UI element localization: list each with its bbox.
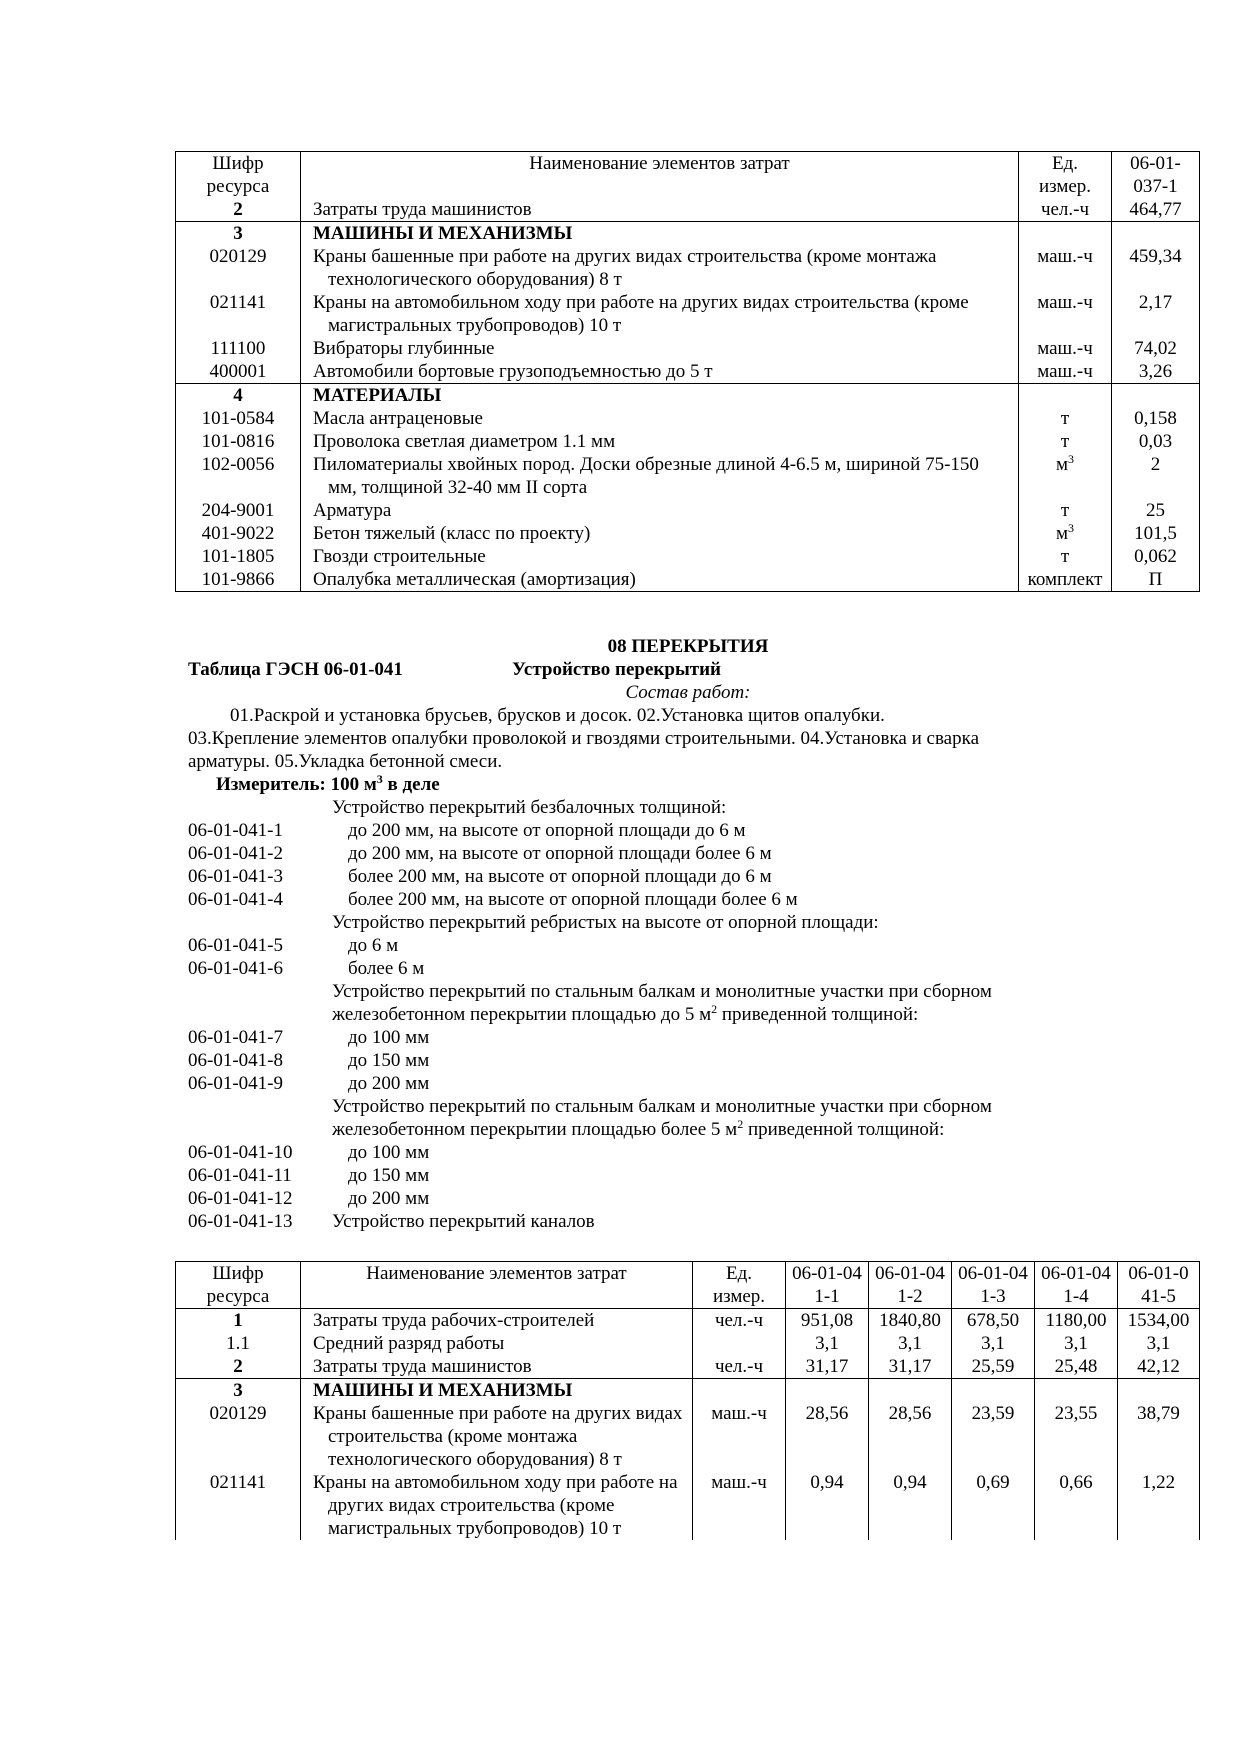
row-name: Краны на автомобильном ходу при работе на других видах строительства (кроме магистральных трубопроводов) 10 т [313, 1472, 678, 1539]
table-row [176, 291, 1200, 337]
section-code: 3 [176, 1379, 301, 1403]
list-item: 06-01-041-13 Устройство перекрытий каналов [188, 1211, 595, 1232]
list-item: 06-01-041-8 до 150 мм [188, 1050, 430, 1071]
row-code: 1 [176, 1309, 301, 1333]
row-code: 101-0816 [176, 430, 301, 453]
row-name: Проволока светлая диаметром 1.1 мм [301, 430, 1019, 453]
row-value: 23,59 [952, 1402, 1035, 1471]
row-code: 101-1805 [176, 545, 301, 568]
work-title: Состав работ: [625, 682, 751, 703]
section-row-machines [176, 1379, 1200, 1403]
table-row [176, 1402, 1200, 1471]
section-title: МАШИНЫ И МЕХАНИЗМЫ [301, 222, 1019, 246]
section-title: МАТЕРИАЛЫ [301, 384, 1019, 408]
row-value: 25,59 [952, 1355, 1035, 1379]
row-value: 42,12 [1118, 1355, 1200, 1379]
row-code: 020129 [176, 1402, 301, 1471]
row-value: 0,94 [786, 1471, 869, 1540]
table-row [176, 198, 1200, 222]
table-title: Устройство перекрытий [512, 659, 722, 680]
row-value: 38,79 [1118, 1402, 1200, 1471]
row-value: 31,17 [869, 1355, 952, 1379]
row-name: Вибраторы глубинные [301, 337, 1019, 360]
work-line: 01.Раскрой и установка брусьев, брусков и досок. 02.Установка щитов опалубки. [230, 705, 885, 726]
row-unit: т [1019, 545, 1112, 568]
row-value: 951,08 [786, 1309, 869, 1333]
row-name: Пиломатериалы хвойных пород. Доски обрезные длиной 4-6.5 м, шириной 75-150 мм, толщиной 32-40 мм II сорта [313, 454, 979, 498]
header-col: 06-01-041-4 [1035, 1262, 1118, 1309]
row-value: 3,1 [1035, 1332, 1118, 1355]
row-name: Средний разряд работы [301, 1332, 693, 1355]
work-line: 03.Крепление элементов опалубки проволокой и гвоздями строительными. 04.Установка и сварка [188, 728, 979, 749]
list-item: 06-01-041-3 более 200 мм, на высоте от опорной площади до 6 м [188, 866, 772, 887]
row-unit: т [1019, 430, 1112, 453]
section-title: МАШИНЫ И МЕХАНИЗМЫ [301, 1379, 693, 1403]
row-unit: комплект [1019, 568, 1112, 592]
table-header-row [176, 152, 1200, 199]
row-unit: маш.-ч [693, 1402, 786, 1471]
list-item: 06-01-041-2 до 200 мм, на высоте от опорной площади более 6 м [188, 843, 772, 864]
section-code: 3 [176, 222, 301, 246]
row-value: 3,26 [1112, 360, 1200, 384]
row-value: 0,66 [1035, 1471, 1118, 1540]
row-unit: маш.-ч [1019, 360, 1112, 384]
row-value: 1180,00 [1035, 1309, 1118, 1333]
group-heading: Устройство перекрытий безбалочных толщиной: [332, 797, 727, 818]
header-col: 06-01-041-1 [786, 1262, 869, 1309]
row-unit: т [1019, 407, 1112, 430]
table-label: Таблица ГЭСН 06-01-041 [188, 659, 403, 680]
header-unit: Ед. измер. [1019, 152, 1112, 199]
section-heading: 08 ПЕРЕКРЫТИЯ [607, 636, 769, 657]
row-unit: маш.-ч [1019, 337, 1112, 360]
row-code: 021141 [176, 291, 301, 337]
row-value: 0,94 [869, 1471, 952, 1540]
list-item: 06-01-041-10 до 100 мм [188, 1142, 430, 1163]
list-item: 06-01-041-9 до 200 мм [188, 1073, 430, 1094]
row-code: 400001 [176, 360, 301, 384]
row-code: 2 [176, 1355, 301, 1379]
list-item: 06-01-041-6 более 6 м [188, 958, 425, 979]
list-item: 06-01-041-12 до 200 мм [188, 1188, 430, 1209]
row-value: 31,17 [786, 1355, 869, 1379]
row-value: 25,48 [1035, 1355, 1118, 1379]
list-item: 06-01-041-1 до 200 мм, на высоте от опорной площади до 6 м [188, 820, 746, 841]
row-name: Бетон тяжелый (класс по проекту) [301, 522, 1019, 545]
table-row [176, 1471, 1200, 1540]
row-name: Автомобили бортовые грузоподъемностью до 5 т [301, 360, 1019, 384]
row-code: 204-9001 [176, 499, 301, 522]
row-value: 2 [1112, 453, 1200, 499]
table-row [176, 568, 1200, 592]
row-value: 1,22 [1118, 1471, 1200, 1540]
header-code: Шифр ресурса [176, 152, 301, 199]
row-code: 1.1 [176, 1332, 301, 1355]
meter-value: 100 $м^3$ в деле [330, 772, 440, 795]
list-item: 06-01-041-7 до 100 мм [188, 1027, 430, 1048]
table-row [176, 360, 1200, 384]
row-code: 101-9866 [176, 568, 301, 592]
table-row [176, 337, 1200, 360]
row-name: Затраты труда машинистов [301, 1355, 693, 1379]
table-row [176, 1355, 1200, 1379]
section-row-materials [176, 384, 1200, 408]
row-value: 28,56 [869, 1402, 952, 1471]
row-value: 28,56 [786, 1402, 869, 1471]
row-name: Опалубка металлическая (амортизация) [301, 568, 1019, 592]
row-value: 101,5 [1112, 522, 1200, 545]
table-row [176, 1332, 1200, 1355]
row-name: Краны башенные при работе на других видах строительства (кроме монтажа технологического оборудования) 8 т [313, 246, 937, 290]
row-value: 464,77 [1112, 198, 1200, 222]
table-row [176, 545, 1200, 568]
header-name: Наименование элементов затрат [301, 152, 1019, 199]
row-unit: т [1019, 499, 1112, 522]
work-line: арматуры. 05.Укладка бетонной смеси. [188, 751, 503, 772]
header-unit: Ед. измер. [693, 1262, 786, 1309]
header-code: Шифр ресурса [176, 1262, 301, 1309]
header-col: 06-01-041-2 [869, 1262, 952, 1309]
row-value: П [1112, 568, 1200, 592]
row-code: 111100 [176, 337, 301, 360]
section-code: 4 [176, 384, 301, 408]
list-item: 06-01-041-5 до 6 м [188, 935, 399, 956]
row-code: 2 [176, 198, 301, 222]
row-name: Гвозди строительные [301, 545, 1019, 568]
table-row [176, 453, 1200, 499]
row-unit: $м^3$ [1019, 453, 1112, 499]
row-code: 021141 [176, 1471, 301, 1540]
row-value: 23,55 [1035, 1402, 1118, 1471]
row-value: 3,1 [786, 1332, 869, 1355]
section-row-machines [176, 222, 1200, 246]
header-name: Наименование элементов затрат [301, 1262, 693, 1309]
meter-label: Измеритель: [216, 774, 326, 795]
table-row [176, 522, 1200, 545]
row-value: 3,1 [869, 1332, 952, 1355]
group-heading: Устройство перекрытий по стальным балкам и монолитные участки при сборном железобетонном перекрытии площадью более 5 $м^2$ приведенной толщиной: [332, 1096, 992, 1140]
row-value: 678,50 [952, 1309, 1035, 1333]
row-unit: чел.-ч [693, 1355, 786, 1379]
group-heading: Устройство перекрытий по стальным балкам и монолитные участки при сборном железобетонном перекрытии площадью до 5 $м^2$ приведенной толщиной: [332, 981, 992, 1025]
row-value: 0,69 [952, 1471, 1035, 1540]
row-name: Затраты труда машинистов [301, 198, 1019, 222]
section-block [188, 635, 1188, 1233]
header-col: 06-01-041-5 [1118, 1262, 1200, 1309]
resource-table-06-01-037 [175, 151, 1200, 592]
resource-table-06-01-041 [175, 1261, 1200, 1540]
row-value: 0,062 [1112, 545, 1200, 568]
row-name: Краны башенные при работе на других видах строительства (кроме монтажа технологического оборудования) 8 т [313, 1403, 683, 1470]
meter-line [188, 773, 1188, 796]
table-row [176, 407, 1200, 430]
row-unit: маш.-ч [1019, 245, 1112, 291]
row-name: Арматура [301, 499, 1019, 522]
row-unit: маш.-ч [1019, 291, 1112, 337]
row-name: Краны на автомобильном ходу при работе на других видах строительства (кроме магистральных трубопроводов) 10 т [313, 292, 969, 336]
table-row [176, 430, 1200, 453]
row-unit: маш.-ч [693, 1471, 786, 1540]
row-unit: $м^3$ [1019, 522, 1112, 545]
table-row [176, 245, 1200, 291]
row-name: Масла антраценовые [301, 407, 1019, 430]
group-heading: Устройство перекрытий ребристых на высоте от опорной площади: [332, 912, 879, 933]
row-value: 1534,00 [1118, 1309, 1200, 1333]
header-col: 06-01-041-3 [952, 1262, 1035, 1309]
row-value: 74,02 [1112, 337, 1200, 360]
row-name: Затраты труда рабочих-строителей [301, 1309, 693, 1333]
table-row [176, 1309, 1200, 1333]
row-value: 0,158 [1112, 407, 1200, 430]
row-value: 1840,80 [869, 1309, 952, 1333]
list-item: 06-01-041-4 более 200 мм, на высоте от опорной площади более 6 м [188, 889, 798, 910]
row-value: 3,1 [952, 1332, 1035, 1355]
header-col: 06-01-037-1 [1112, 152, 1200, 199]
row-value: 459,34 [1112, 245, 1200, 291]
row-code: 101-0584 [176, 407, 301, 430]
row-unit: чел.-ч [1019, 198, 1112, 222]
row-code: 102-0056 [176, 453, 301, 499]
table-header-row [176, 1262, 1200, 1309]
row-value: 2,17 [1112, 291, 1200, 337]
table-row [176, 499, 1200, 522]
row-unit: чел.-ч [693, 1309, 786, 1333]
row-code: 020129 [176, 245, 301, 291]
row-unit [693, 1332, 786, 1355]
list-item: 06-01-041-11 до 150 мм [188, 1165, 430, 1186]
table-title-line [188, 658, 1188, 681]
row-value: 3,1 [1118, 1332, 1200, 1355]
row-value: 0,03 [1112, 430, 1200, 453]
row-value: 25 [1112, 499, 1200, 522]
row-code: 401-9022 [176, 522, 301, 545]
